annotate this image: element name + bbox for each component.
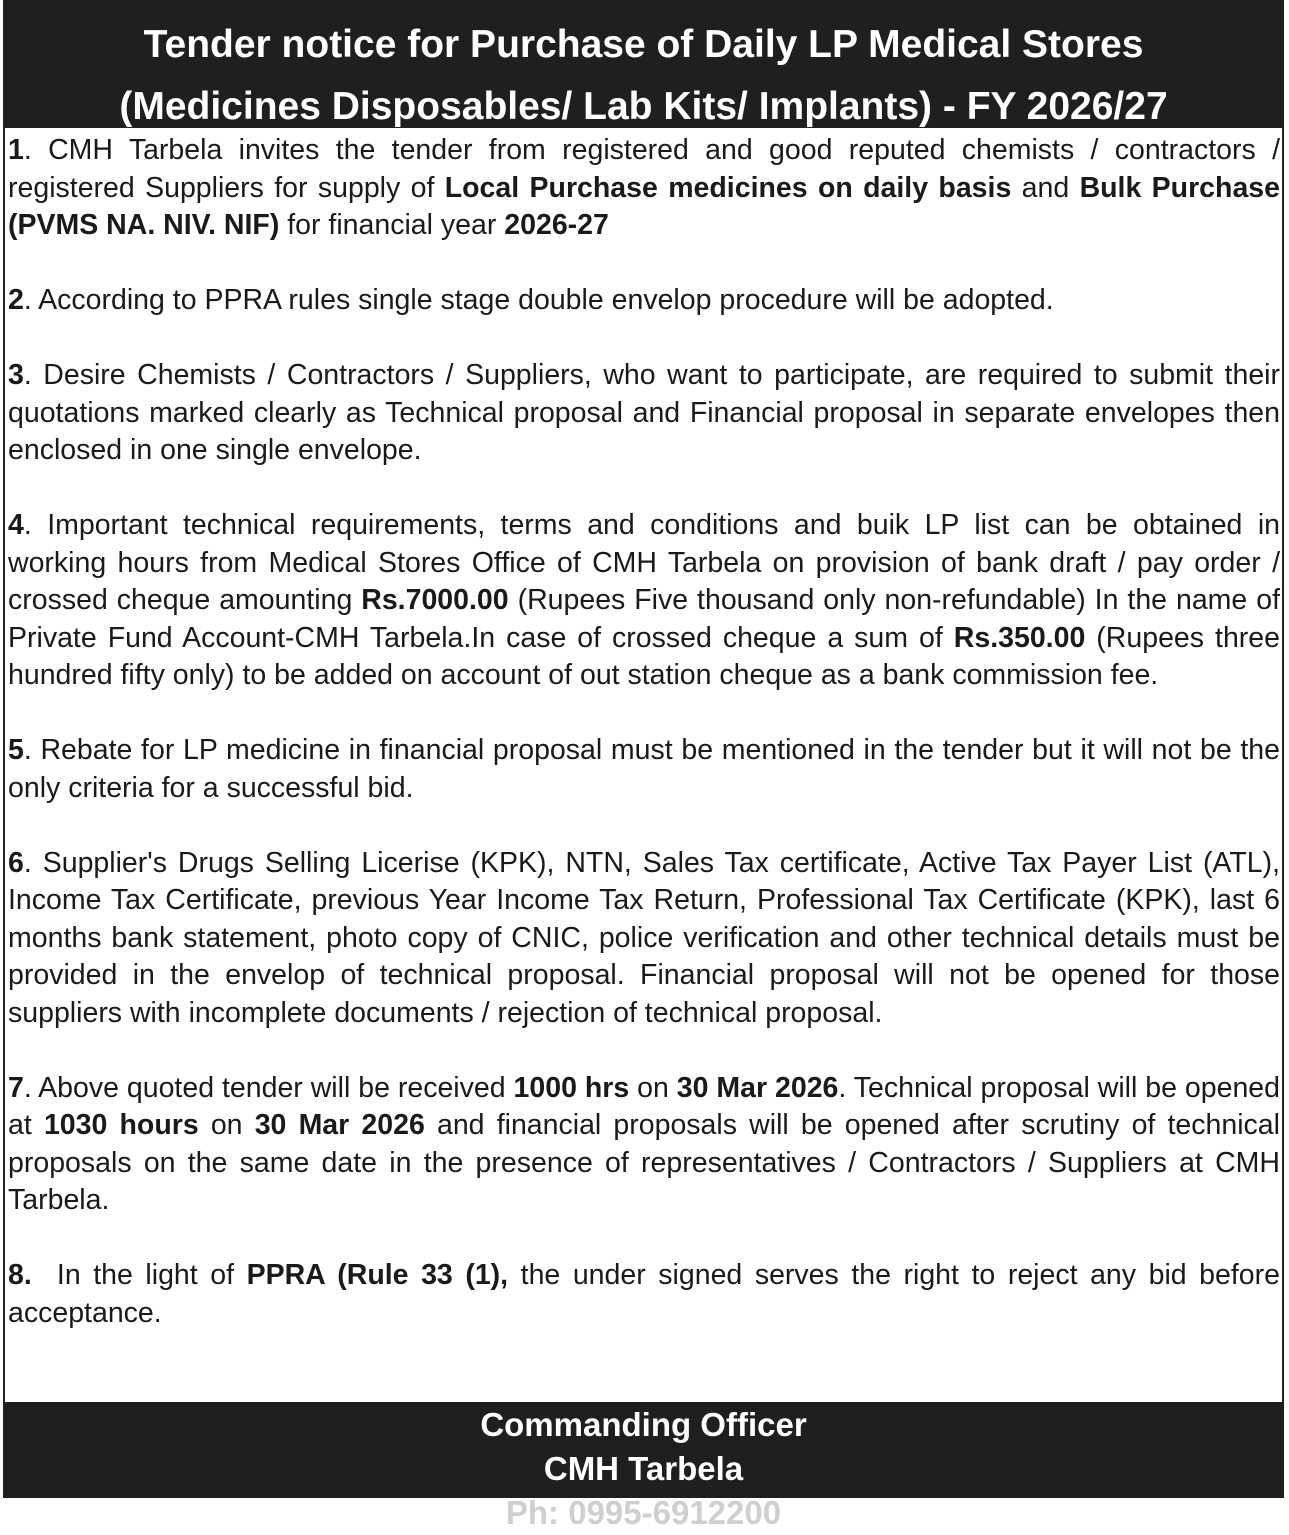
- paragraph-text: and: [1011, 171, 1080, 204]
- paragraph-1: [8, 132, 1280, 245]
- paragraph-text: In the light of: [31, 1259, 247, 1291]
- paragraph-text: . Important technical requirements, terms and conditions and buik LP list can be obtained in working hours from Medical Stores Office of CMH Tarbela on provision of bank draft / pay order / crossed cheque amounting: [8, 509, 1280, 616]
- paragraph-text: on: [629, 1071, 677, 1104]
- paragraph-number: 7: [8, 1071, 24, 1104]
- notice-title-line2: (Medicines Disposables/ Lab Kits/ Implants) - FY 2026/27: [119, 85, 1168, 128]
- notice-header: [3, 0, 1284, 128]
- paragraph-text: . Desire Chemists / Contractors / Suppliers, who want to participate, are required to submit their quotations marked clearly as Technical proposal and Financial proposal in separate envelopes then enclosed in one single envelope.: [8, 359, 1280, 466]
- paragraph-bold: PPRA (Rule 33 (1),: [246, 1259, 509, 1291]
- signatory-phone: Ph: 0995-6912200: [505, 1494, 782, 1531]
- paragraph-bold: 30 Mar 2026: [254, 1109, 425, 1141]
- paragraph-bold: Bulk Purchase (PVMS NA. NIV. NIF): [8, 171, 1280, 241]
- paragraph-text: (Rupees three hundred fifty only) to be added on account of out station cheque as a bank commission fee.: [8, 621, 1280, 691]
- paragraph-5: [8, 732, 1280, 807]
- paragraph-text: on: [198, 1109, 255, 1141]
- paragraph-text: . CMH Tarbela invites the tender from registered and good reputed chemists / contractors / registered Suppliers for supply of: [8, 134, 1280, 204]
- paragraph-6: [8, 845, 1280, 1033]
- signatory-organization: CMH Tarbela: [543, 1450, 744, 1487]
- signature-block: [3, 1402, 1284, 1531]
- paragraph-bold: Rs.7000.00: [361, 584, 509, 616]
- paragraph-number: 5: [8, 734, 24, 766]
- paragraph-number: 1: [8, 134, 24, 166]
- paragraph-8: [8, 1257, 1280, 1332]
- paragraph-2: [8, 282, 1280, 320]
- paragraph-bold: 2026-27: [504, 209, 609, 241]
- paragraph-text: . Above quoted tender will be received: [23, 1071, 514, 1104]
- paragraph-4: [8, 507, 1280, 695]
- paragraph-number: 2: [8, 284, 24, 316]
- paragraph-number: 8.: [8, 1259, 32, 1291]
- paragraph-text: . Rebate for LP medicine in financial proposal must be mentioned in the tender but it will not be the only criteria for a successful bid.: [8, 734, 1280, 804]
- paragraph-number: 4: [8, 509, 24, 541]
- paragraph-7: [8, 1070, 1280, 1220]
- signatory-title: Commanding Officer: [480, 1406, 807, 1443]
- notice-body: [8, 132, 1280, 1370]
- paragraph-text: the under signed serves the right to reject any bid before acceptance.: [8, 1259, 1280, 1329]
- paragraph-bold: 1030 hours: [43, 1109, 199, 1141]
- paragraph-number: 6: [8, 846, 24, 879]
- paragraph-number: 3: [8, 359, 24, 391]
- paragraph-bold: 1000 hrs: [513, 1071, 630, 1104]
- paragraph-3: [8, 357, 1280, 470]
- paragraph-text: . Supplier's Drugs Selling Licerise (KPK), NTN, Sales Tax certificate, Active Tax Payer List (ATL), Income Tax Certificate, previous Year Income Tax Return, Professional Tax Certificate (KPK), last 6 months bank statement, photo copy of CNIC, police verification and other technical details must be provided in the envelop of technical proposal. Financial proposal will not be opened for those suppliers with incomplete documents / rejection of technical proposal.: [8, 846, 1280, 1029]
- paragraph-text: . According to PPRA rules single stage double envelop procedure will be adopted.: [23, 284, 1054, 316]
- paragraph-text: . Technical proposal will be opened at: [8, 1071, 1280, 1141]
- paragraph-bold: Local Purchase medicines on daily basis: [444, 171, 1012, 204]
- paragraph-text: for financial year: [279, 209, 505, 241]
- paragraph-text: and financial proposals will be opened after scrutiny of technical proposals on the same date in the presence of representatives / Contractors / Suppliers at CMH Tarbela.: [8, 1109, 1280, 1216]
- paragraph-bold: 30 Mar 2026: [676, 1071, 839, 1104]
- paragraph-text: (Rupees Five thousand only non-refundable) In the name of Private Fund Account-CMH Tarbela.In case of crossed cheque a sum of: [8, 584, 1280, 654]
- notice-title-line1: Tender notice for Purchase of Daily LP Medical Stores: [143, 23, 1144, 66]
- paragraph-bold: Rs.350.00: [953, 621, 1086, 654]
